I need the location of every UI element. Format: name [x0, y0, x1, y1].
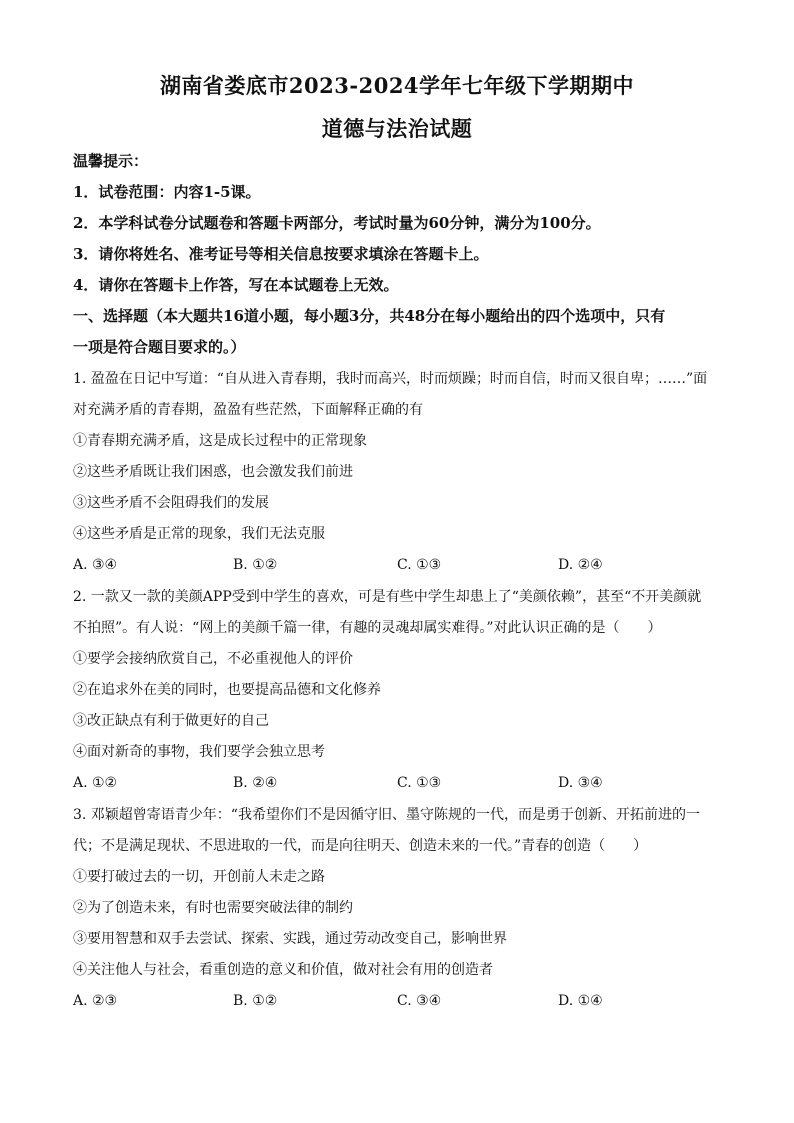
exam-subject-title: 道德与法治试题	[321, 116, 473, 141]
option-a: A. ②③	[73, 993, 118, 1009]
statement: ①要学会接纳欣赏自己，不必重视他人的评价	[73, 651, 353, 667]
option-c: C. ①③	[397, 557, 442, 573]
tip-item: 1．试卷范围：内容1-5课。	[73, 183, 261, 201]
exam-title: 湖南省娄底市2023-2024学年七年级下学期期中	[159, 73, 635, 98]
statement: ④这些矛盾是正常的现象，我们无法克服	[73, 526, 325, 542]
option-d: D. ①④	[558, 993, 603, 1009]
statement: ③要用智慧和双手去尝试、探索、实践，通过劳动改变自己，影响世界	[73, 931, 507, 947]
option-c: C. ③④	[397, 993, 442, 1009]
option-b: B. ①②	[233, 557, 278, 573]
question-stem: 对充满矛盾的青春期，盈盈有些茫然，下面解释正确的有	[73, 402, 423, 418]
question-stem: 1. 盈盈在日记中写道：“自从进入青春期，我时而高兴，时而烦躁；时而自信，时而又很自卑；……”面	[73, 371, 708, 387]
option-b: B. ①②	[233, 993, 278, 1009]
question-stem: 3. 邓颖超曾寄语青少年：“我希望你们不是因循守旧、墨守陈规的一代，而是勇于创新、开拓前进的一	[73, 807, 700, 823]
section-heading: 一、选择题（本大题共16道小题，每小题3分，共48分在每小题给出的四个选项中，只有	[73, 307, 666, 325]
tip-item: 2．本学科试卷分试题卷和答题卡两部分，考试时量为60分钟，满分为100分。	[73, 214, 601, 232]
statement: ①要打破过去的一切，开创前人未走之路	[73, 869, 325, 885]
statement: ④关注他人与社会，看重创造的意义和价值，做对社会有用的创造者	[73, 962, 493, 978]
tips-heading: 温馨提示：	[73, 152, 149, 170]
option-c: C. ①③	[397, 775, 442, 791]
tip-item: 4．请你在答题卡上作答，写在本试题卷上无效。	[73, 276, 399, 294]
tip-item: 3．请你将姓名、准考证号等相关信息按要求填涂在答题卡上。	[73, 245, 489, 263]
statement: ②这些矛盾既让我们困惑，也会激发我们前进	[73, 464, 353, 480]
option-d: D. ③④	[558, 775, 603, 791]
statement: ④面对新奇的事物，我们要学会独立思考	[73, 744, 325, 760]
option-a: A. ③④	[73, 557, 118, 573]
section-heading-cont: 一项是符合题目要求的。）	[73, 338, 246, 356]
statement: ③改正缺点有利于做更好的自己	[73, 713, 269, 729]
statement: ②为了创造未来，有时也需要突破法律的制约	[73, 900, 353, 916]
option-a: A. ①②	[73, 775, 118, 791]
question-stem: 代；不是满足现状、不思进取的一代，而是向往明天、创造未来的一代。”青春的创造（ ）	[73, 838, 648, 854]
statement: ①青春期充满矛盾，这是成长过程中的正常现象	[73, 433, 367, 449]
statement: ③这些矛盾不会阻碍我们的发展	[73, 495, 269, 511]
statement: ②在追求外在美的同时，也要提高品德和文化修养	[73, 682, 381, 698]
question-stem: 2. 一款又一款的美颜APP受到中学生的喜欢，可是有些中学生却患上了“美颜依赖”，甚至“不开美颜就	[73, 589, 702, 605]
option-d: D. ②④	[558, 557, 603, 573]
question-stem: 不拍照”。有人说：“网上的美颜千篇一律，有趣的灵魂却属实难得。”对此认识正确的是（ ）	[73, 620, 662, 636]
option-b: B. ②④	[233, 775, 278, 791]
